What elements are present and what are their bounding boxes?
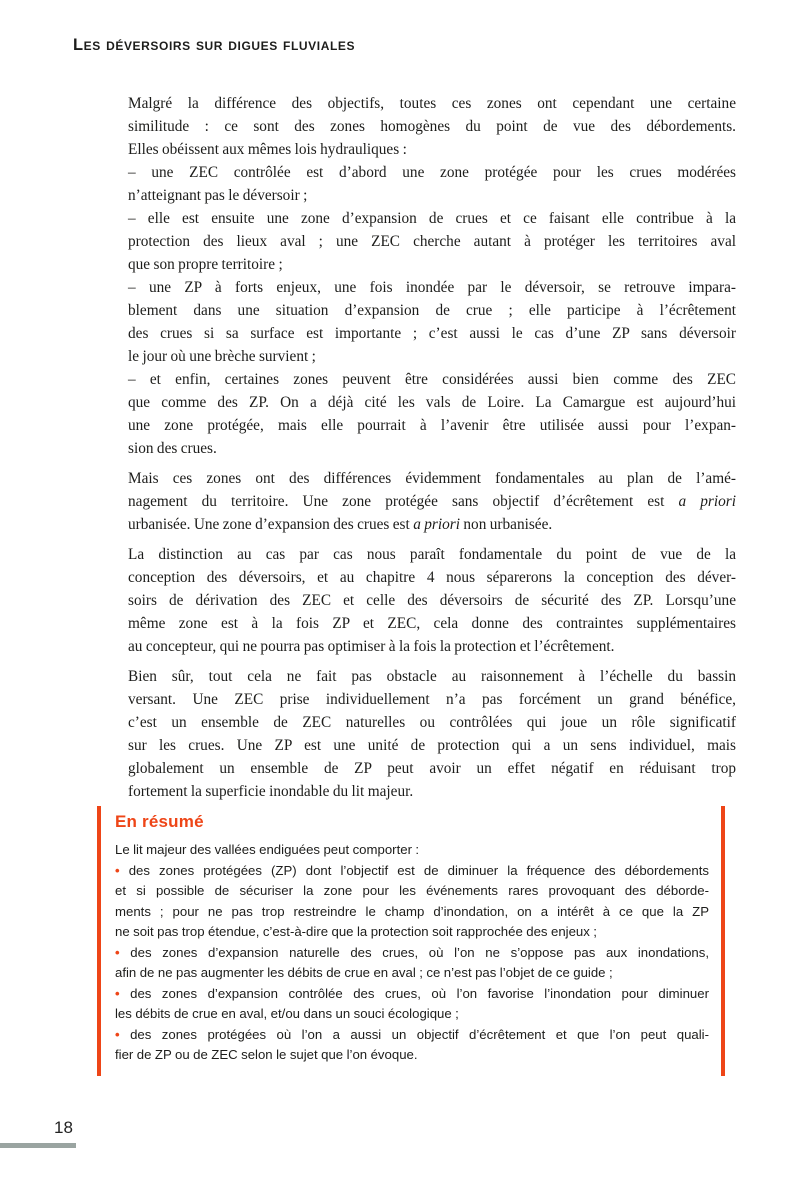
text-run: fier de ZP ou de ZEC selon le sujet que l’on évoque.: [115, 1047, 418, 1062]
text-line: [128, 780, 736, 803]
bullet-marker: •: [115, 985, 131, 1001]
text-line: [128, 92, 736, 115]
text-line: [128, 276, 736, 299]
text-line: [128, 711, 736, 734]
text-run: – une ZEC contrôlée est d’abord une zone protégée pour les crues modérées: [128, 164, 736, 181]
text-line: [128, 161, 736, 184]
body-text: [128, 92, 736, 803]
text-run: La distinction au cas par cas nous paraît fondamentale du point de vue de la: [128, 546, 736, 563]
text-run: Mais ces zones ont des différences évidemment fondamentales au plan de l’amé-: [128, 470, 736, 487]
text-run: – elle est ensuite une zone d’expansion de crues et ce faisant elle contribue à la: [128, 210, 736, 227]
text-run: des zones protégées (ZP) dont l’objectif est de diminuer la fréquence des débordements: [128, 862, 709, 878]
text-run: globalement un ensemble de ZP peut avoir un effet négatif en réduisant trop: [128, 760, 736, 777]
footer-bar: [0, 1143, 76, 1148]
italic-text: a priori: [413, 516, 460, 533]
text-run: blement dans une situation d’expansion de crue ; elle participe à l’écrêtement: [128, 302, 736, 319]
text-run: Bien sûr, tout cela ne fait pas obstacle au raisonnement à l’échelle du bassin: [128, 668, 736, 685]
text-run: une zone protégée, mais elle pourrait à l’avenir être utilisée aussi pour l’expan-: [128, 417, 736, 434]
text-line: [128, 665, 736, 688]
text-run: le jour où une brèche survient ;: [128, 348, 316, 365]
text-line: [128, 543, 736, 566]
text-line: [115, 1004, 709, 1025]
text-run: au concepteur, qui ne pourra pas optimiser à la fois la protection et l’écrêtement.: [128, 638, 615, 655]
text-run: versant. Une ZEC prise individuellement n’a pas forcément un grand bénéfice,: [128, 691, 736, 708]
page-number: 18: [54, 1118, 73, 1137]
text-run: même zone est à la fois ZP et ZEC, cela donne des contraintes supplémentaires: [128, 615, 736, 632]
text-line: [128, 414, 736, 437]
text-run: ments ; pour ne pas trop restreindre le champ d’inondation, on a intérêt à ce que la ZP: [115, 903, 709, 919]
summary-lines: [115, 840, 709, 1066]
text-run: – et enfin, certaines zones peuvent être considérées aussi bien comme des ZEC: [128, 371, 736, 388]
text-run: sion des crues.: [128, 440, 217, 457]
text-run: urbanisée. Une zone d’expansion des crues est: [128, 516, 414, 533]
text-run: que son propre territoire ;: [128, 256, 283, 273]
bullet-marker: •: [115, 944, 131, 960]
text-run: sur les crues. Une ZP est une unité de protection qui a un sens individuel, mais: [128, 737, 736, 754]
text-line: [115, 840, 709, 861]
summary-box: [97, 806, 725, 1076]
text-line: [128, 589, 736, 612]
text-run: des zones d’expansion naturelle des crues, où l’on ne s’oppose pas aux inondations,: [130, 944, 709, 960]
text-line: [128, 322, 736, 345]
text-line: [128, 207, 736, 230]
text-run: Elles obéissent aux mêmes lois hydrauliques :: [128, 141, 407, 158]
paragraph: [128, 543, 736, 658]
text-line: [128, 253, 736, 276]
text-run: nagement du territoire. Une zone protégée sans objectif d’écrêtement est: [128, 493, 679, 510]
text-run: des zones protégées où l’on a aussi un objectif d’écrêtement et que l’on peut quali-: [130, 1026, 709, 1042]
text-line: [115, 861, 709, 882]
text-line: [128, 138, 736, 161]
italic-text: a priori: [678, 493, 736, 510]
text-line: [128, 184, 736, 207]
text-line: [128, 467, 736, 490]
text-line: [115, 1025, 709, 1046]
text-run: protection des lieux aval ; une ZEC cherche autant à protéger les territoires aval: [128, 233, 736, 250]
text-line: [128, 115, 736, 138]
page-header: Les déversoirs sur digues fluviales: [73, 36, 356, 54]
text-run: – une ZP à forts enjeux, une fois inondée par le déversoir, se retrouve impara-: [128, 279, 736, 296]
text-run: c’est un ensemble de ZEC naturelles ou contrôlées qui joue un rôle significatif: [128, 714, 736, 731]
text-line: [115, 902, 709, 923]
summary-title: En résumé: [115, 812, 204, 831]
text-run: soirs de dérivation des ZEC et celle des déversoirs de sécurité des ZP. Lorsqu’une: [128, 592, 736, 609]
text-line: [128, 345, 736, 368]
text-run: ne soit pas trop étendue, c’est-à-dire que la protection soit rapprochée des enjeux ;: [115, 924, 597, 939]
paragraph: [128, 92, 736, 460]
text-line: [128, 757, 736, 780]
text-run: non urbanisée.: [459, 516, 553, 533]
text-run: Malgré la différence des objectifs, toutes ces zones ont cependant une certaine: [128, 95, 736, 112]
bullet-marker: •: [115, 862, 129, 878]
text-line: [115, 984, 709, 1005]
text-run: des crues si sa surface est importante ; c’est aussi le cas d’une ZP sans déversoir: [128, 325, 736, 342]
text-run: similitude : ce sont des zones homogènes du point de vue des débordements.: [128, 118, 736, 135]
text-run: les débits de crue en aval, et/ou dans un souci écologique ;: [115, 1006, 459, 1021]
text-line: [128, 368, 736, 391]
text-run: n’atteignant pas le déversoir ;: [128, 187, 308, 204]
text-line: [128, 391, 736, 414]
paragraph: [128, 665, 736, 803]
paragraph: [128, 467, 736, 536]
text-run: conception des déversoirs, et au chapitre 4 nous séparerons la conception des déver-: [128, 569, 736, 586]
text-line: [115, 963, 709, 984]
text-line: [115, 943, 709, 964]
text-line: [128, 230, 736, 253]
text-line: [128, 513, 736, 536]
text-line: [128, 688, 736, 711]
text-line: [128, 566, 736, 589]
text-line: [128, 635, 736, 658]
text-line: [115, 1045, 709, 1066]
text-line: [115, 922, 709, 943]
text-line: [128, 612, 736, 635]
text-run: des zones d’expansion contrôlée des crues, où l’on favorise l’inondation pour diminuer: [130, 985, 709, 1001]
text-line: [128, 734, 736, 757]
text-line: [128, 490, 736, 513]
text-line: [128, 299, 736, 322]
text-run: afin de ne pas augmenter les débits de crue en aval ; ce n’est pas l’objet de ce guide ;: [115, 965, 613, 980]
text-run: et si possible de sécuriser la zone pour les événements rares provoquant des déborde-: [115, 883, 709, 898]
bullet-marker: •: [115, 1026, 131, 1042]
text-run: fortement la superficie inondable du lit majeur.: [128, 783, 414, 800]
text-line: [128, 437, 736, 460]
text-run: Le lit majeur des vallées endiguées peut comporter :: [115, 842, 420, 857]
text-run: que comme des ZP. On a déjà cité les vals de Loire. La Camargue est aujourd’hui: [128, 394, 736, 411]
text-line: [115, 881, 709, 902]
